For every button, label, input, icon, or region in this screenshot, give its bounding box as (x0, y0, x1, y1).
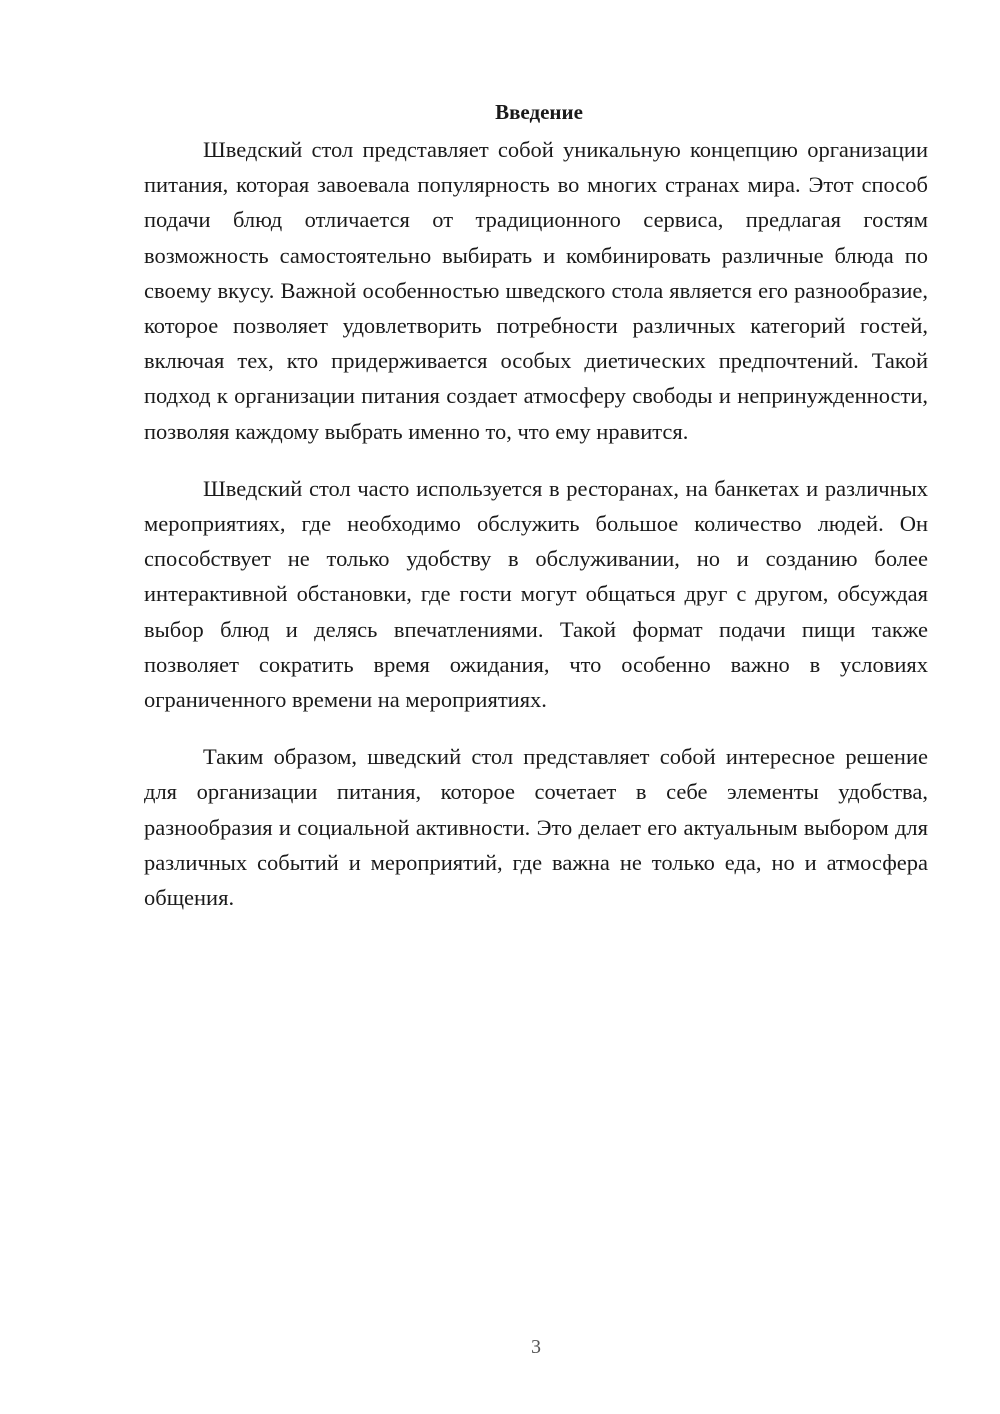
page-content (144, 98, 928, 937)
section-title: Введение (495, 100, 583, 124)
paragraph-3: Таким образом, шведский стол представляет собой интересное решение для организации питания, которое сочетает в себе элементы удобства, разнообразия и социальной активности. Это делает его актуальным выбором для различных событий и мероприятий, где важна не только еда, но и атмосфера общения. (144, 744, 928, 911)
page-number: 3 (531, 1336, 541, 1358)
paragraph-2: Шведский стол часто используется в ресторанах, на банкетах и различных мероприятиях, где необходимо обслужить большое количество людей. Он способствует не только удобству в обслуживании, но и созданию более интерактивной обстановки, где гости могут общаться друг с другом, обсуждая выбор блюд и делясь впечатлениями. Такой формат подачи пищи также позволяет сократить время ожидания, что особенно важно в условиях ограниченного времени на мероприятиях. (144, 475, 928, 713)
paragraph-1: Шведский стол представляет собой уникальную концепцию организации питания, которая завоевала популярность во многих странах мира. Этот способ подачи блюд отличается от традиционного сервиса, предлагая гостям возможность самостоятельно выбирать и комбинировать различные блюда по своему вкусу. Важной особенностью шведского стола является его разнообразие, которое позволяет удовлетворить потребности различных категорий гостей, включая тех, кто придерживается особых диетических предпочтений. Такой подход к организации питания создает атмосферу свободы и непринужденности, позволяя каждому выбрать именно то, что ему нравится. (144, 137, 928, 444)
